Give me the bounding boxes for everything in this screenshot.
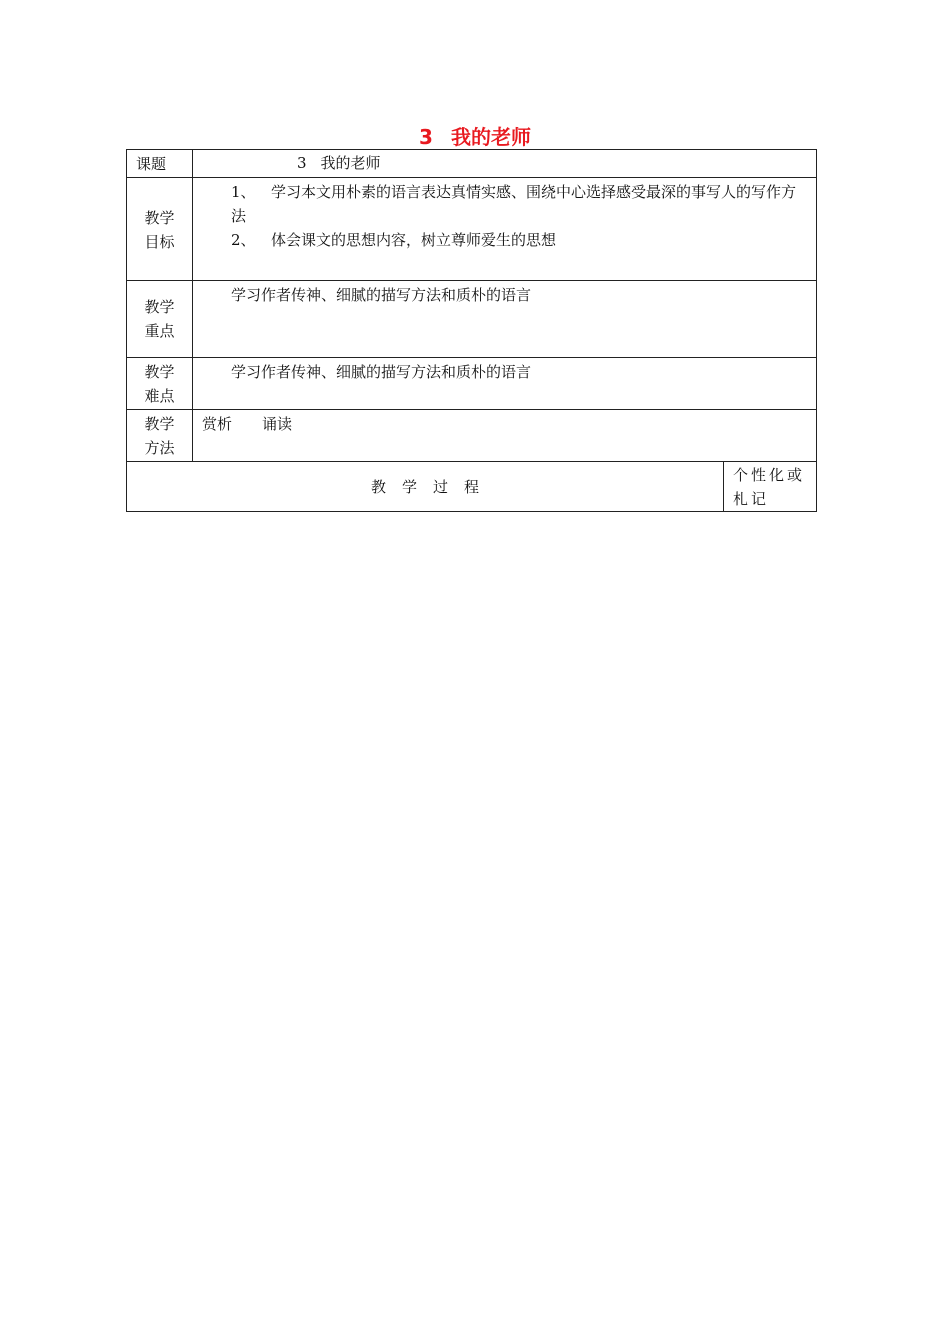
goal-item: [231, 228, 808, 252]
goals-label-line-2: 目标: [144, 233, 175, 251]
methods-label-line-2: 方法: [144, 439, 175, 457]
goals-row: [127, 178, 817, 281]
topic-text: 我的老师: [320, 154, 381, 172]
lesson-plan-table: [126, 149, 817, 512]
goals-label-line-1: 教学: [144, 209, 175, 227]
methods-label-line-1: 教学: [144, 415, 175, 433]
notes-heading: [724, 462, 817, 512]
notes-heading-line-2: 札记: [733, 490, 770, 508]
goal-item-text: 体会课文的思想内容，树立尊师爱生的思想: [271, 231, 557, 249]
topic-label: 课题: [127, 150, 193, 178]
difficulties-label-line-1: 教学: [144, 363, 175, 381]
topic-value: [193, 150, 817, 178]
process-row: [127, 462, 817, 512]
difficulties-label-line-2: 难点: [144, 387, 175, 405]
goals-label: [127, 178, 193, 281]
key-points-content: 学习作者传神、细腻的描写方法和质朴的语言: [193, 281, 817, 358]
topic-number: 3: [297, 154, 307, 172]
method-item: 诵读: [262, 415, 293, 433]
goal-item-number: 1、: [231, 183, 256, 201]
key-points-label-line-2: 重点: [144, 322, 175, 340]
process-char: 学: [401, 477, 417, 496]
process-heading: [127, 462, 724, 512]
methods-content: [193, 410, 817, 462]
method-item: 赏析: [202, 415, 233, 433]
notes-heading-line-1: 个性化或: [733, 466, 806, 484]
title-number: 3: [419, 125, 433, 149]
difficulties-row: [127, 358, 817, 410]
process-char: 过: [433, 477, 449, 496]
key-points-row: [127, 281, 817, 358]
goal-item: [231, 180, 808, 228]
key-points-label-line-1: 教学: [144, 298, 175, 316]
page-title: [0, 124, 950, 150]
goal-item-number: 2、: [231, 231, 256, 249]
methods-row: [127, 410, 817, 462]
topic-row: [127, 150, 817, 178]
difficulties-content: 学习作者传神、细腻的描写方法和质朴的语言: [193, 358, 817, 410]
process-char: 程: [464, 477, 480, 496]
goal-item-text: 学习本文用朴素的语言表达真情实感、围绕中心选择感受最深的事写人的写作方法: [231, 183, 797, 225]
difficulties-label: [127, 358, 193, 410]
goals-content: [193, 178, 817, 281]
key-points-label: [127, 281, 193, 358]
title-text: 我的老师: [450, 125, 531, 149]
process-char: 教: [370, 477, 386, 496]
methods-label: [127, 410, 193, 462]
